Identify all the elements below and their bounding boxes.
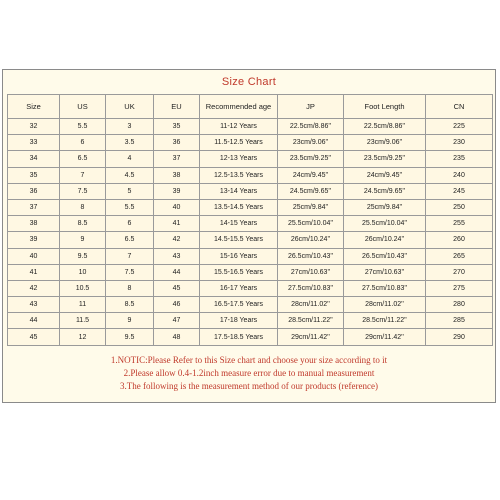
column-header: CN — [426, 95, 493, 119]
table-cell: 28cm/11.02'' — [278, 297, 344, 313]
table-cell: 6 — [60, 135, 106, 151]
table-cell: 27cm/10.63'' — [344, 264, 426, 280]
table-cell: 39 — [154, 183, 200, 199]
table-cell: 40 — [8, 248, 60, 264]
table-cell: 47 — [154, 313, 200, 329]
column-header: UK — [106, 95, 154, 119]
table-cell: 35 — [154, 119, 200, 135]
table-cell: 9 — [60, 232, 106, 248]
table-cell: 36 — [154, 135, 200, 151]
table-cell: 24cm/9.45'' — [344, 167, 426, 183]
table-cell: 38 — [154, 167, 200, 183]
note-line: 1.NOTIC:Please Refer to this Size chart and choose your size according to it — [110, 355, 388, 365]
table-row — [8, 135, 493, 151]
table-cell: 16.5-17.5 Years — [200, 297, 278, 313]
table-cell: 8.5 — [106, 297, 154, 313]
table-cell: 16-17 Years — [200, 280, 278, 296]
table-cell: 41 — [154, 216, 200, 232]
table-cell: 25cm/9.84'' — [344, 199, 426, 215]
table-cell: 9.5 — [106, 329, 154, 345]
table-cell: 9 — [106, 313, 154, 329]
table-cell: 44 — [154, 264, 200, 280]
table-cell: 11.5-12.5 Years — [200, 135, 278, 151]
table-cell: 32 — [8, 119, 60, 135]
table-cell: 14-15 Years — [200, 216, 278, 232]
table-row — [8, 313, 493, 329]
table-cell: 27.5cm/10.83'' — [278, 280, 344, 296]
table-cell: 14.5-15.5 Years — [200, 232, 278, 248]
table-cell: 5 — [106, 183, 154, 199]
table-cell: 46 — [154, 297, 200, 313]
table-cell: 17-18 Years — [200, 313, 278, 329]
table-cell: 23cm/9.06'' — [344, 135, 426, 151]
table-cell: 11-12 Years — [200, 119, 278, 135]
table-cell: 10 — [60, 264, 106, 280]
table-cell: 45 — [8, 329, 60, 345]
table-row — [8, 232, 493, 248]
table-cell: 33 — [8, 135, 60, 151]
table-cell: 37 — [8, 199, 60, 215]
table-cell: 29cm/11.42'' — [344, 329, 426, 345]
table-cell: 28cm/11.02'' — [344, 297, 426, 313]
table-cell: 29cm/11.42'' — [278, 329, 344, 345]
table-row — [8, 199, 493, 215]
table-cell: 43 — [154, 248, 200, 264]
table-cell: 7.5 — [106, 264, 154, 280]
column-header: Recommended age — [200, 95, 278, 119]
table-cell: 265 — [426, 248, 493, 264]
table-cell: 6.5 — [60, 151, 106, 167]
table-body — [8, 119, 493, 346]
table-cell: 41 — [8, 264, 60, 280]
table-cell: 230 — [426, 135, 493, 151]
table-row — [8, 119, 493, 135]
table-cell: 10.5 — [60, 280, 106, 296]
table-cell: 23cm/9.06'' — [278, 135, 344, 151]
table-cell: 240 — [426, 167, 493, 183]
table-cell: 275 — [426, 280, 493, 296]
notes — [3, 354, 495, 393]
table-cell: 34 — [8, 151, 60, 167]
chart-title: Size Chart — [221, 76, 277, 88]
table-cell: 4 — [106, 151, 154, 167]
table-cell: 13.5-14.5 Years — [200, 199, 278, 215]
table-cell: 8 — [106, 280, 154, 296]
size-chart-panel — [2, 69, 496, 403]
table-row — [8, 280, 493, 296]
table-cell: 285 — [426, 313, 493, 329]
table-cell: 38 — [8, 216, 60, 232]
table-row — [8, 167, 493, 183]
table-cell: 245 — [426, 183, 493, 199]
column-header: US — [60, 95, 106, 119]
table-cell: 26cm/10.24'' — [278, 232, 344, 248]
table-cell: 26.5cm/10.43'' — [278, 248, 344, 264]
column-header: Foot Length — [344, 95, 426, 119]
note-line: 2.Please allow 0.4-1.2inch measure error due to manual measurement — [123, 368, 375, 378]
table-cell: 25.5cm/10.04'' — [278, 216, 344, 232]
table-cell: 12-13 Years — [200, 151, 278, 167]
table-cell: 13-14 Years — [200, 183, 278, 199]
table-cell: 6.5 — [106, 232, 154, 248]
table-cell: 9.5 — [60, 248, 106, 264]
table-cell: 12 — [60, 329, 106, 345]
table-cell: 11 — [60, 297, 106, 313]
table-row — [8, 297, 493, 313]
table-row — [8, 151, 493, 167]
table-cell: 7 — [60, 167, 106, 183]
table-cell: 28.5cm/11.22'' — [278, 313, 344, 329]
table-row — [8, 248, 493, 264]
column-header: JP — [278, 95, 344, 119]
table-cell: 12.5-13.5 Years — [200, 167, 278, 183]
table-cell: 22.5cm/8.86'' — [278, 119, 344, 135]
table-cell: 255 — [426, 216, 493, 232]
table-cell: 37 — [154, 151, 200, 167]
table-cell: 5.5 — [106, 199, 154, 215]
table-row — [8, 183, 493, 199]
table-cell: 3.5 — [106, 135, 154, 151]
column-header: EU — [154, 95, 200, 119]
table-cell: 11.5 — [60, 313, 106, 329]
table-cell: 42 — [154, 232, 200, 248]
size-table — [7, 94, 493, 346]
table-cell: 27.5cm/10.83'' — [344, 280, 426, 296]
table-cell: 43 — [8, 297, 60, 313]
table-cell: 26cm/10.24'' — [344, 232, 426, 248]
table-cell: 27cm/10.63'' — [278, 264, 344, 280]
table-cell: 3 — [106, 119, 154, 135]
table-cell: 23.5cm/9.25'' — [344, 151, 426, 167]
table-cell: 17.5-18.5 Years — [200, 329, 278, 345]
table-cell: 290 — [426, 329, 493, 345]
table-cell: 8 — [60, 199, 106, 215]
table-cell: 24cm/9.45'' — [278, 167, 344, 183]
table-row — [8, 216, 493, 232]
table-cell: 235 — [426, 151, 493, 167]
table-cell: 44 — [8, 313, 60, 329]
table-cell: 7.5 — [60, 183, 106, 199]
table-cell: 4.5 — [106, 167, 154, 183]
table-row — [8, 264, 493, 280]
table-cell: 250 — [426, 199, 493, 215]
table-cell: 25cm/9.84'' — [278, 199, 344, 215]
table-cell: 23.5cm/9.25'' — [278, 151, 344, 167]
note-line: 3.The following is the measurement method of our products (reference) — [120, 381, 378, 391]
table-cell: 42 — [8, 280, 60, 296]
table-row — [8, 329, 493, 345]
table-cell: 45 — [154, 280, 200, 296]
table-header-row — [8, 95, 493, 119]
table-cell: 26.5cm/10.43'' — [344, 248, 426, 264]
table-cell: 260 — [426, 232, 493, 248]
table-cell: 48 — [154, 329, 200, 345]
table-cell: 35 — [8, 167, 60, 183]
table-cell: 7 — [106, 248, 154, 264]
table-cell: 40 — [154, 199, 200, 215]
table-cell: 24.5cm/9.65'' — [278, 183, 344, 199]
table-cell: 25.5cm/10.04'' — [344, 216, 426, 232]
table-cell: 24.5cm/9.65'' — [344, 183, 426, 199]
table-cell: 5.5 — [60, 119, 106, 135]
table-cell: 28.5cm/11.22'' — [344, 313, 426, 329]
table-cell: 39 — [8, 232, 60, 248]
table-cell: 15-16 Years — [200, 248, 278, 264]
table-cell: 225 — [426, 119, 493, 135]
table-cell: 22.5cm/8.86'' — [344, 119, 426, 135]
table-cell: 36 — [8, 183, 60, 199]
column-header: Size — [8, 95, 60, 119]
table-cell: 280 — [426, 297, 493, 313]
table-cell: 15.5-16.5 Years — [200, 264, 278, 280]
table-cell: 270 — [426, 264, 493, 280]
table-cell: 6 — [106, 216, 154, 232]
table-cell: 8.5 — [60, 216, 106, 232]
